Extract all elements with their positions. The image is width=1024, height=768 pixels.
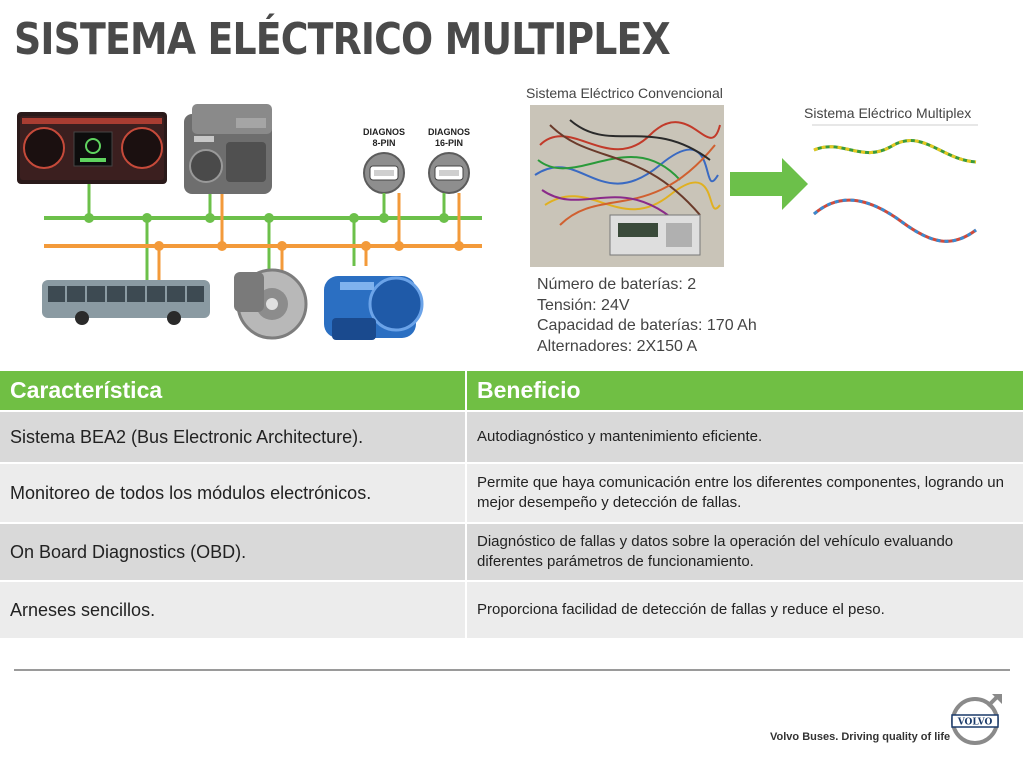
svg-text:8-PIN: 8-PIN xyxy=(372,138,396,148)
volvo-logo-icon xyxy=(948,692,1004,748)
benefit-cell: Diagnóstico de fallas y datos sobre la operación del vehículo evaluando diferentes parámetros de funcionamiento. xyxy=(466,523,1024,581)
feature-cell: Arneses sencillos. xyxy=(0,581,466,639)
engine-image xyxy=(184,104,272,194)
footer-divider xyxy=(14,669,1010,671)
arrow-right-icon xyxy=(728,156,810,212)
multiplex-harness-image xyxy=(812,124,978,254)
table-header-row xyxy=(0,371,1024,411)
benefit-cell: Autodiagnóstico y mantenimiento eficiente. xyxy=(466,411,1024,463)
benefit-cell: Proporciona facilidad de detección de fallas y reduce el peso. xyxy=(466,581,1024,639)
multiplex-caption: Sistema Eléctrico Multiplex xyxy=(804,105,972,121)
bus-image xyxy=(42,280,210,325)
brake-disc-image xyxy=(234,270,306,338)
header-benefit: Beneficio xyxy=(466,371,1024,411)
feature-cell: Monitoreo de todos los módulos electrónicos. xyxy=(0,463,466,523)
diagnos-8-pin-connector xyxy=(363,127,405,193)
svg-text:DIAGNOS: DIAGNOS xyxy=(427,127,471,137)
orange-data-bus xyxy=(44,193,482,281)
table-row xyxy=(0,523,1024,581)
svg-text:VOLVO: VOLVO xyxy=(957,717,993,728)
dashboard-image xyxy=(17,112,167,184)
diagnos-16-pin-connector xyxy=(428,127,470,193)
table-row xyxy=(0,581,1024,639)
features-table xyxy=(0,371,1024,640)
header-feature: Característica xyxy=(0,371,466,411)
table-row xyxy=(0,411,1024,463)
conventional-harness-image xyxy=(530,105,724,267)
spec-capacity: Capacidad de baterías: 170 Ah xyxy=(537,317,757,334)
svg-text:DIAGNOS: DIAGNOS xyxy=(362,127,406,137)
svg-text:16-PIN: 16-PIN xyxy=(434,138,464,148)
multiplex-network-diagram xyxy=(14,96,514,356)
spec-voltage: Tensión: 24V xyxy=(537,296,630,314)
conventional-caption: Sistema Eléctrico Convencional xyxy=(526,85,723,101)
benefit-cell: Permite que haya comunicación entre los diferentes componentes, logrando un mejor desempeño y detección de fallas. xyxy=(466,463,1024,523)
battery-specs xyxy=(537,275,757,357)
table-row xyxy=(0,463,1024,523)
spec-alternators: Alternadores: 2X150 A xyxy=(537,337,698,355)
green-data-bus xyxy=(44,184,482,281)
feature-cell: On Board Diagnostics (OBD). xyxy=(0,523,466,581)
feature-cell: Sistema BEA2 (Bus Electronic Architecture). xyxy=(0,411,466,463)
spec-batteries: Número de baterías: 2 xyxy=(537,276,697,293)
footer-tagline: Volvo Buses. Driving quality of life xyxy=(770,731,951,743)
transmission-image xyxy=(324,276,422,340)
slide-title: SISTEMA ELÉCTRICO MULTIPLEX xyxy=(14,14,670,65)
